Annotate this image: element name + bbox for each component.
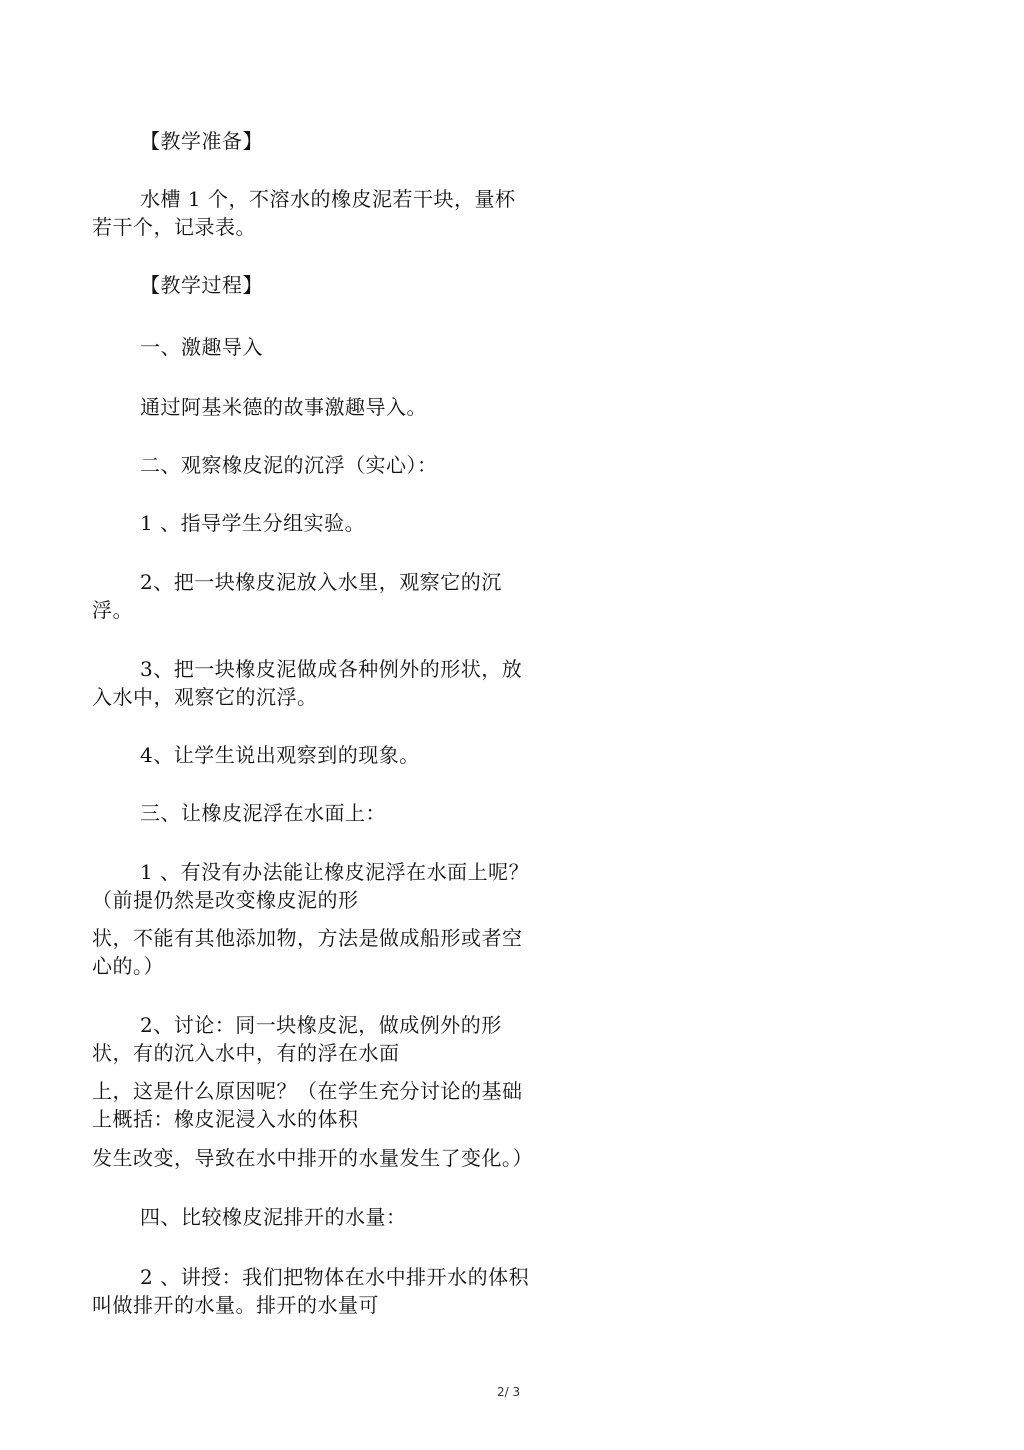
page-number: 2/ 3 (497, 1385, 521, 1399)
section-heading-preparation: 【教学准备】 (140, 129, 263, 153)
section-heading-process: 【教学过程】 (140, 273, 263, 297)
paragraph-line: （前提仍然是改变橡皮泥的形 (92, 888, 359, 912)
paragraph-line: 状，不能有其他添加物，方法是做成船形或者空 (92, 926, 523, 950)
paragraph-line: 4、让学生说出观察到的现象。 (140, 743, 420, 767)
paragraph-line: 状，有的沉入水中，有的浮在水面 (92, 1041, 400, 1065)
paragraph-line: 上，这是什么原因呢？（在学生充分讨论的基础 (92, 1079, 523, 1103)
paragraph-line: 1 、有没有办法能让橡皮泥浮在水面上呢？ (140, 860, 530, 884)
paragraph-line: 叫做排开的水量。排开的水量可 (92, 1293, 379, 1317)
paragraph-line: 2、讨论：同一块橡皮泥，做成例外的形 (140, 1013, 502, 1037)
paragraph-line: 入水中，观察它的沉浮。 (92, 685, 318, 709)
paragraph-line: 通过阿基米德的故事激趣导入。 (140, 395, 427, 419)
paragraph-line: 浮。 (92, 598, 133, 622)
paragraph-line: 3、把一块橡皮泥做成各种例外的形状，放 (140, 657, 523, 681)
paragraph-line: 2 、讲授：我们把物体在水中排开水的体积 (140, 1265, 530, 1289)
paragraph-line: 2、把一块橡皮泥放入水里，观察它的沉 (140, 570, 502, 594)
paragraph-line: 水槽 1 个，不溶水的橡皮泥若干块，量杯 (140, 187, 516, 211)
step-heading: 二、观察橡皮泥的沉浮（实心）： (140, 453, 438, 477)
step-heading: 三、让橡皮泥浮在水面上： (140, 801, 386, 825)
paragraph-line: 发生改变，导致在水中排开的水量发生了变化。） (92, 1146, 533, 1170)
step-heading: 一、激趣导入 (140, 335, 263, 359)
paragraph-line: 上概括：橡皮泥浸入水的体积 (92, 1107, 359, 1131)
paragraph-line: 1 、指导学生分组实验。 (140, 511, 366, 535)
step-heading: 四、比较橡皮泥排开的水量： (140, 1205, 407, 1229)
paragraph-line: 心的。） (92, 954, 164, 978)
paragraph-line: 若干个，记录表。 (92, 215, 256, 239)
